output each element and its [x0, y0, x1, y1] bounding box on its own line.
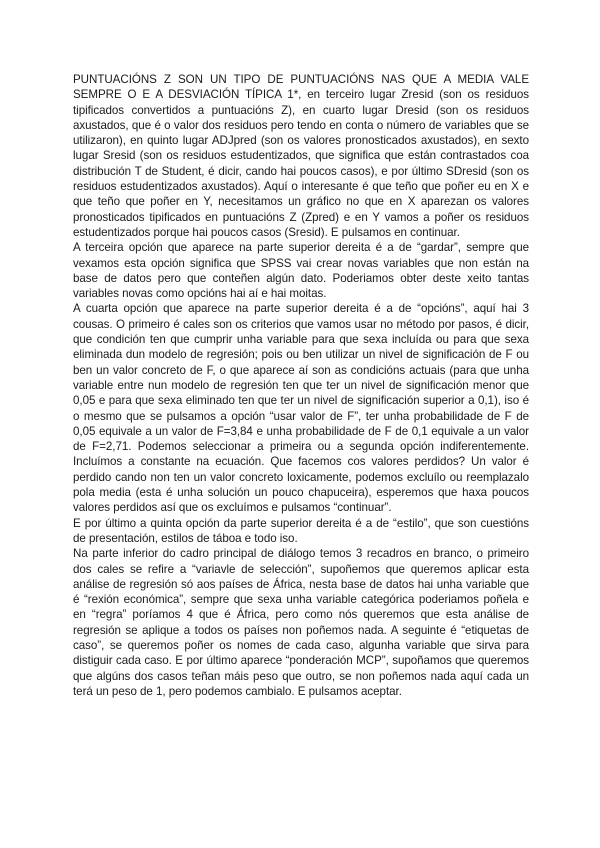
paragraph-lower-boxes: Na parte inferior do cadro principal de diálogo temos 3 recadros en branco, o primeiro dos cales se refire a “variavle de selección”, supoñemos que queremos aplicar esta análise de regresión só aos países de África, nesta base de datos hai unha variable que é “rexión económica”, sempre que sexa unha variable categórica poderiamos poñela e en “regra” poríamos 4 que é África, pero como nós queremos que esta análise de regresión se aplique a todos os países non poñemos nada. A seguinte é “etiquetas de caso”, se queremos poñer os nomes de cada caso, algunha variable que sirva para distiguir cada caso. E por último aparece “ponderación MCP”, supoñamos que queremos que algúns dos casos teñan máis peso que outro, se non poñemos nada aquí cada un terá un peso de 1, pero podemos cambialo. E pulsamos aceptar. — [73, 547, 529, 698]
paragraph-z-scores-residuals: PUNTUACIÓNS Z SON UN TIPO DE PUNTUACIÓNS NAS QUE A MEDIA VALE SEMPRE O E A DESVIACIÓN TÍPICA 1*, en terceiro lugar Zresid (son os residuos tipificados convertidos a puntuacións Z), en cuarto lugar Dresid (son os residuos axustados, que é o valor dos residuos pero tendo en conta o número de variables que se utilizaron), en quinto lugar ADJpred (son os valores pronosticados axustados), en sexto lugar Sresid (son os residuos estudentizados, que significa que están contrastados coa distribución T de Student, é dicir, cando hai poucos casos), e por último SDresid (son os residuos estudentizados axustados). Aquí o interesante é que teño que poñer eu en X e que teño que poñer en Y, necesitamos un gráfico no que en X aparezan os valores pronosticados tipificados en puntuacións Z (Zpred) e en Y vamos a poñer os residuos estudentizados porque hai poucos casos (Sresid). E pulsamos en continuar. — [73, 73, 529, 239]
paragraph-options-option: A cuarta opción que aparece na parte superior dereita é a de “opcións”, aquí hai 3 cousas. O primeiro é cales son os criterios que vamos usar no método por pasos, é dicir, que condición ten que cumprir unha variable para que sexa incluída ou para que sexa eliminada dun modelo de regresión; pois ou ben utilizar un nivel de significación de F ou ben un valor concreto de F, o que aparece aí son as condicións actuais (para que unha variable entre nun modelo de regresión ten que ter un nivel de significación menor que 0,05 e para que sexa eliminado ten que ter un nivel de significación superior a 0,1), iso é o mesmo que se pulsamos a opción “usar valor de F”, ter unha probabilidade de F de 0,05 equivale a un valor de F=3,84 e unha probabilidade de F de 0,1 equivale a un valor de F=2,71. Podemos seleccionar a primeira ou a segunda opción indiferentemente. Incluímos a constante na ecuación. Que facemos cos valores perdidos? Un valor é perdido cando non ten un valor concreto loxicamente, podemos excluílo ou reemplazalo pola media (esta é unha solución un pouco chapuceira), esperemos que haxa poucos valores perdidos así que os excluímos e pulsamos “continuar”. — [73, 302, 529, 515]
paragraph-save-option: A terceira opción que aparece na parte superior dereita é a de “gardar”, sempre que vexamos esta opción significa que SPSS vai crear novas variables que non están na base de datos pero que conteñen algún dato. Poderiamos obter deste xeito tantas variables novas como opcións hai aí e hai moitas. — [73, 241, 529, 301]
paragraph-style-option: E por último a quinta opción da parte superior dereita é a de “estilo”, que son cuestións de presentación, estilos de táboa e todo iso. — [73, 516, 529, 545]
document-page — [73, 72, 529, 699]
